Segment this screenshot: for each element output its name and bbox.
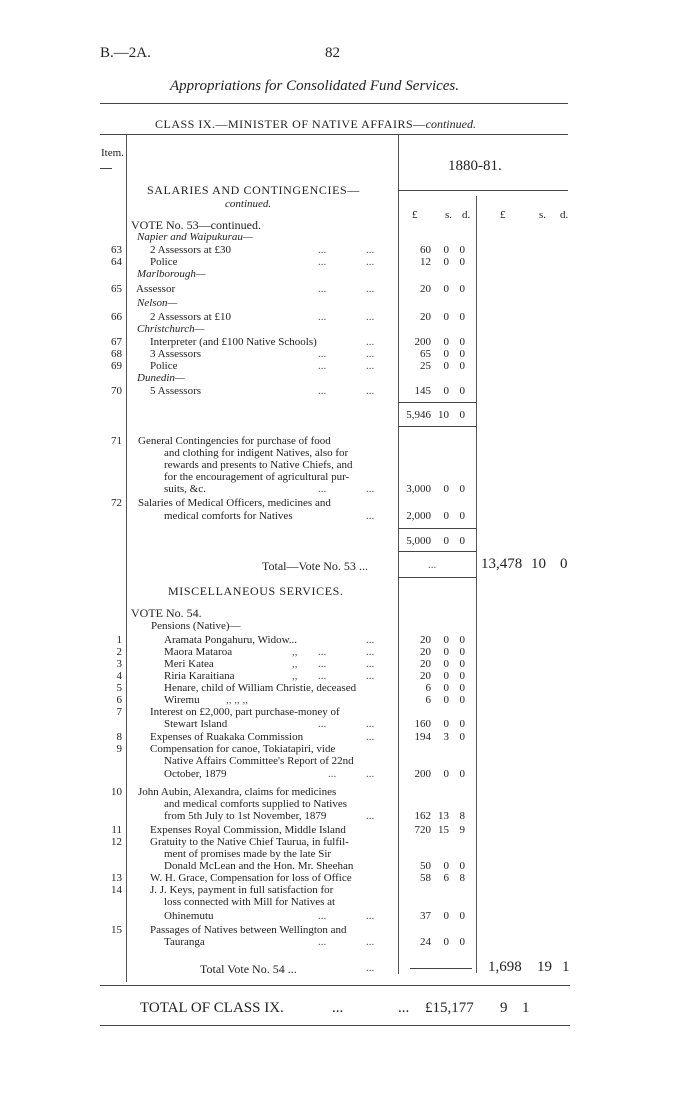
table-row: 68 3 Assessors ... ... 65 0 0	[111, 348, 465, 360]
table-row: 10 John Aubin, Alexandra, claims for medicines	[111, 786, 337, 798]
table-row: from 5th July to 1st November, 1879 ... 162 13 8	[164, 810, 465, 822]
item-underline	[100, 168, 112, 169]
table-row: loss connected with Mill for Natives at	[164, 896, 336, 908]
pound-header-2: £	[500, 209, 506, 221]
table-row: 2 Maora Mataroa ,, ... ... 20 0 0	[116, 646, 465, 658]
footer-rule	[100, 1025, 570, 1026]
grand-total-shillings: 9	[500, 1000, 508, 1016]
section-salaries-title: SALARIES AND CONTINGENCIES—	[147, 183, 360, 197]
table-row: 64 Police ... ... 12 0 0	[111, 256, 465, 268]
table-row: 71 General Contingencies for purchase of food	[111, 435, 331, 447]
page-number: 82	[325, 45, 340, 61]
subtotal-rule	[398, 402, 476, 403]
table-row: 72 Salaries of Medical Officers, medicines and	[111, 497, 331, 509]
table-row: 11 Expenses Royal Commission, Middle Island 720 15 9	[111, 824, 465, 836]
item-column-header: Item.	[101, 147, 124, 159]
section-salaries-cont: continued.	[225, 198, 272, 210]
year-rule	[398, 190, 568, 191]
grand-total-pounds: £15,177	[425, 1000, 474, 1016]
vote54-total-label: Total Vote No. 54 ...	[200, 962, 297, 976]
vote53-total-pounds: 13,478	[481, 556, 523, 572]
dash-rule	[410, 968, 472, 969]
table-row: Donald McLean and the Hon. Mr. Sheehan 50 0 0	[164, 860, 465, 872]
class-heading: CLASS IX.—MINISTER OF NATIVE AFFAIRS—continued.	[155, 117, 476, 131]
header-rule	[100, 103, 568, 104]
table-row: medical comforts for Natives ... 2,000 0 0	[164, 510, 465, 522]
vote54-total-pounds: 1,698	[488, 959, 522, 975]
vote54-label: VOTE No. 54.	[131, 606, 202, 620]
table-row: rewards and presents to Native Chiefs, and	[164, 459, 353, 471]
vote53-total-shillings: 10	[531, 556, 546, 572]
table-row: suits, &c. ... ... 3,000 0 0	[164, 483, 465, 495]
subhead-marlborough: Marlborough—	[137, 268, 206, 280]
document-reference: B.—2A.	[100, 45, 151, 61]
grand-total-label: TOTAL OF CLASS IX.	[140, 1000, 284, 1016]
grand-total-rule	[100, 985, 570, 986]
table-row: Native Affairs Committee's Report of 22nd	[164, 755, 354, 767]
shilling-header-2: s.	[539, 209, 547, 221]
table-row: 70 5 Assessors ... ... 145 0 0	[111, 385, 465, 397]
pound-header-1: £	[412, 209, 418, 221]
section-misc-title: MISCELLANEOUS SERVICES.	[168, 584, 344, 598]
table-row: and clothing for indigent Natives, also for	[164, 447, 349, 459]
table-row: 15 Passages of Natives between Wellington and	[111, 924, 347, 936]
table-row: 67 Interpreter (and £100 Native Schools) ... 200 0 0	[111, 336, 465, 348]
table-row: 6 Wiremu ,, ,, ,, 6 0 0	[116, 694, 465, 706]
subtotal-rule	[398, 577, 476, 578]
vote54-total-shillings: 19	[537, 959, 552, 975]
table-row: 13 W. H. Grace, Compensation for loss of Office 58 6 8	[111, 872, 465, 884]
pensions-heading: Pensions (Native)—	[151, 620, 241, 632]
class-heading-rule	[100, 134, 568, 135]
table-row: Stewart Island ... ... 160 0 0	[164, 718, 465, 730]
table-row: 9 Compensation for canoe, Tokiatapiri, vide	[116, 743, 336, 755]
table-row: Ohinemutu ... ... 37 0 0	[164, 910, 465, 922]
subtotal-row: 5,000 0 0	[406, 535, 465, 547]
subtotal-rule	[398, 426, 476, 427]
grand-total-pence: 1	[522, 1000, 530, 1016]
pence-header-1: d.	[462, 209, 471, 221]
subtotal-row: 5,946 10 0	[406, 409, 465, 421]
table-row: 4 Riria Karaitiana ,, ... ... 20 0 0	[116, 670, 465, 682]
subhead-nelson: Nelson—	[137, 297, 178, 309]
year-header: 1880-81.	[448, 158, 502, 174]
table-row: 65 Assessor ... ... 20 0 0	[111, 283, 465, 295]
vote53-total-pence: 0	[560, 556, 568, 572]
table-row: 8 Expenses of Ruakaka Commission ... 194 3 0	[116, 731, 465, 743]
subhead-dunedin: Dunedin—	[137, 372, 185, 384]
vote53-label: VOTE No. 53—continued.	[131, 218, 261, 232]
table-row: 66 2 Assessors at £10 ... ... 20 0 0	[111, 311, 465, 323]
subhead-christchurch: Christchurch—	[137, 323, 205, 335]
table-row: 5 Henare, child of William Christie, deceased 6 0 0	[116, 682, 465, 694]
subhead-napier: Napier and Waipukurau—	[137, 231, 253, 243]
pence-header-2: d.	[560, 209, 569, 221]
table-row: 7 Interest on £2,000, part purchase-money of	[116, 706, 340, 718]
table-row: 12 Gratuity to the Native Chief Taurua, in fulfil-	[111, 836, 349, 848]
page-title: Appropriations for Consolidated Fund Services.	[170, 78, 460, 94]
subtotal-rule	[398, 528, 476, 529]
table-row: 69 Police ... ... 25 0 0	[111, 360, 465, 372]
table-row: Tauranga ... ... 24 0 0	[164, 936, 465, 948]
table-row: for the encouragement of agricultural pur-	[164, 471, 350, 483]
shilling-header-1: s.	[445, 209, 453, 221]
table-row: October, 1879 ... ... 200 0 0	[164, 768, 465, 780]
vote54-total-pence: 1	[562, 959, 570, 975]
table-row: 14 J. J. Keys, payment in full satisfaction for	[111, 884, 334, 896]
table-row: ment of promises made by the late Sir	[164, 848, 332, 860]
vote53-total-label: Total—Vote No. 53 ...	[262, 559, 368, 573]
table-row: and medical comforts supplied to Natives	[164, 798, 347, 810]
table-row: 3 Meri Katea ,, ... ... 20 0 0	[116, 658, 465, 670]
table-row: 63 2 Assessors at £30 ... ... 60 0 0	[111, 244, 465, 256]
table-row: 1 Aramata Pongahuru, Widow... ... 20 0 0	[116, 634, 465, 646]
subtotal-rule	[398, 551, 476, 552]
